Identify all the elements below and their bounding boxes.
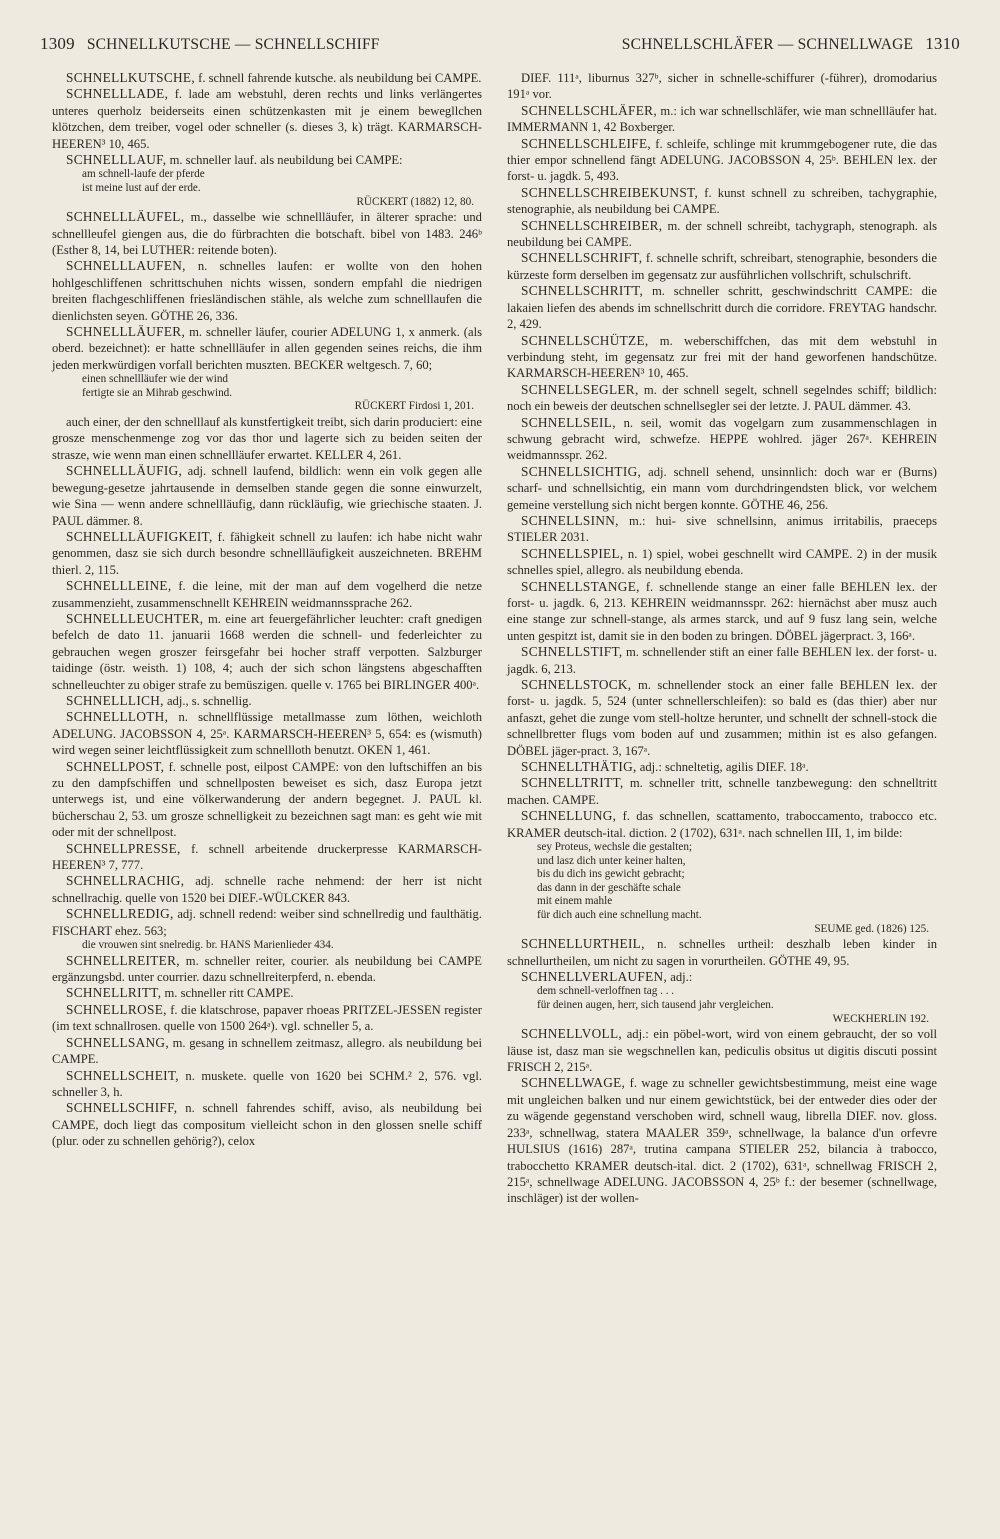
dictionary-entry	[507, 936, 937, 969]
dictionary-entry	[507, 185, 937, 218]
dictionary-entry	[507, 464, 937, 513]
quotation-source: WECKHERLIN 192.	[832, 1012, 929, 1025]
dictionary-entry	[507, 333, 937, 382]
entry-definition: f. schnellende stange an einer falle BEHLEN lex. der forst- u. jagdk. 6, 213. KEHREIN weidmannsspr. 262: hiernächst aber musz auch eine stange zur schnell-stange, als armes starck, und auf 9 fusz lang sein, welche unten gespitzt ist, damit sie in den boden zu bringen. DÖBEL jägerpract. 3, 166ᵃ.	[507, 579, 938, 643]
dictionary-entry	[507, 759, 937, 775]
verse-quotation	[537, 985, 937, 1026]
entry-headword: SCHNELLSCHÜTZE,	[521, 332, 649, 348]
entry-definition: f. kunst schnell zu schreiben, tachygraphie, stenographie, als neubildung bei CAMPE.	[507, 185, 937, 217]
entry-definition: adj.:	[670, 970, 693, 985]
dictionary-entry	[507, 415, 937, 464]
entry-headword: SCHNELLVOLL,	[521, 1026, 622, 1042]
dictionary-entry	[507, 808, 937, 841]
entry-definition: m. schneller reiter, courier. als neubildung bei CAMPE ergänzungsbd. unter courrier. dazu schnellreiterpferd, n. ebenda.	[52, 953, 482, 985]
dictionary-entry	[52, 578, 482, 611]
entry-headword: SCHNELLSINN,	[521, 512, 619, 528]
entry-definition: m.: hui- sive schnellsinn, animus irritabilis, praeceps STIELER 2031.	[507, 513, 937, 545]
entry-headword: SCHNELLWAGE,	[521, 1075, 626, 1091]
entry-headword: SCHNELLUNG,	[521, 808, 617, 824]
entry-definition: n. schnelles urtheil: deszhalb leben kinder in schnellurtheilen, um nicht zu sagen in vorurtheilen. GÖTHE 49, 95.	[507, 937, 937, 968]
entry-headword: SCHNELLLÄUFIGKEIT,	[66, 528, 213, 544]
dictionary-entry	[52, 985, 482, 1001]
entry-definition: f. schnelle post, eilpost CAMPE: von den luftschiffen an bis zu den dampfschiffen und schnellposten beweiset es sich, dasz Europa jetzt unterwegs ist, und eine völkerwanderung der andern begegnet. J. PAUL kl. bücherschau 2, 53. um grosze schnelligkeit zu bezeichnen sagt man: es geht wie mit oder mit der schnellpost.	[52, 759, 483, 840]
entry-headword: SCHNELLLADE,	[66, 86, 169, 102]
entry-definition: n. seil, womit das vogelgarn zum zusammenschlagen in schwung gebracht wird, schwefze. HEPPE wohlred. jäger 267ᵃ. KEHREIN weidmannsspr. 262.	[507, 415, 937, 463]
entry-definition: m. schnellender stift an einer falle BEHLEN lex. der forst- u. jagdk. 6, 213.	[507, 645, 938, 676]
entry-headword: SCHNELLPOST,	[66, 758, 165, 774]
dictionary-entry	[507, 250, 937, 283]
verse-line: am schnell-laufe der pferde	[82, 168, 205, 181]
entry-definition: f. das schnellen, scattamento, traboccamento, trabocco etc. KRAMER deutsch-ital. diction. 2 (1702), 631ᵃ. nach schnellen III, 1, im bilde:	[507, 809, 937, 840]
verse-line: mit einem mahle	[537, 895, 613, 908]
entry-headword: SCHNELLLICH,	[66, 692, 164, 708]
entry-definition: f. schnelle schrift, schreibart, stenographie, besonders die kürzeste form derselben im gegensatz zur ausführlichen vollschrift, schulschrift.	[507, 251, 937, 282]
entry-headword: SCHNELLSCHREIBER,	[521, 217, 663, 233]
right-page-number: 1310	[925, 34, 960, 53]
dictionary-entry	[507, 70, 937, 103]
entry-definition: m. schneller ritt CAMPE.	[164, 986, 294, 1001]
entry-definition: adj., s. schnellig.	[166, 693, 252, 708]
entry-definition: n. schnellflüssige metallmasse zum löthen, weichloth ADELUNG. JACOBSSON 4, 25ᵃ. KARMARSCH-HEEREN³ 5, 654: es (wismuth) wird wegen seiner leichtflüssigkeit zum schnellloth benutzt. OKEN 1, 461.	[52, 710, 482, 758]
entry-definition: m.: ich war schnellschläfer, wie man schnellläufer hat. IMMERMANN 1, 42 Boxberger.	[507, 103, 937, 135]
verse-quotation	[82, 168, 482, 209]
dictionary-entry	[52, 1002, 482, 1035]
entry-definition: n. schnelles laufen: er wollte von den hohen hohlgeschliffenen schrittschuhen nichts wissen, sondern empfahl die niedrigen breiten flachgeschliffenen friesländischen stähle, als welche zum schnelllaufen die dienlichsten seyen. GÖTHE 26, 336.	[52, 259, 482, 323]
entry-definition: f. fähigkeit schnell zu laufen: ich habe nicht wahr genommen, dasz sie sich durch besondre schnellläufigkeit auszeichneten. BREHM thierl. 2, 115.	[52, 529, 482, 577]
entry-headword: SCHNELLKUTSCHE,	[66, 70, 195, 85]
dictionary-entry	[507, 1026, 937, 1075]
dictionary-entry	[52, 1035, 482, 1068]
dictionary-entry	[52, 152, 482, 168]
dictionary-entry	[52, 529, 482, 578]
right-column	[507, 70, 937, 1207]
dictionary-entry	[507, 775, 937, 808]
entry-headword: SCHNELLSTOCK,	[521, 677, 632, 693]
verse-line: dem schnell-verloffnen tag . . .	[537, 985, 675, 998]
entry-definition: auch einer, der den schnelllauf als kunstfertigkeit treibt, sich darin produciert: eine grosze menschenmenge zog vor das thor und lagerte sich zu beiden seiten der strasze, wie wenn man einen schnellläufer erwartet. KELLER 4, 261.	[52, 415, 482, 462]
entry-headword: SCHNELLSICHTIG,	[521, 463, 642, 479]
dictionary-entry	[507, 283, 937, 332]
dictionary-entry	[52, 258, 482, 324]
entry-definition: m., dasselbe wie schnellläufer, in älterer sprache: und schnellleufel giengen aus, die do fürbrachten die botschaft. bibel von 1483. 246ᵇ (Esther 8, 14, bei LUTHER: reitende boten).	[52, 210, 482, 258]
dictionary-entry	[52, 1068, 482, 1101]
entry-definition: DIEF. 111ᵃ, liburnus 327ᵇ, sicher in schnelle-schiffurer (-führer), dromodarius 191ᵃ vor.	[507, 71, 937, 102]
quotation-source: RÜCKERT Firdosi 1, 201.	[354, 400, 474, 413]
entry-definition: adj.: ein pöbel-wort, wird von einem gebraucht, der so voll läuse ist, dasz man sie wegschnellen kan, pediculis obsitus ut digitis discuti possint FRISCH 2, 215ᵃ.	[507, 1027, 938, 1075]
entry-definition: m. schneller lauf. als neubildung bei CAMPE:	[169, 153, 403, 168]
entry-headword: SCHNELLSCHRITT,	[521, 283, 644, 299]
verse-quotation	[82, 939, 482, 953]
entry-headword: SCHNELLSCHEIT,	[66, 1067, 179, 1083]
verse-quotation	[82, 373, 482, 414]
entry-definition: m. schnellender stock an einer falle BEHLEN lex. der forst- u. jagdk. 5, 524 (unter schnellerschleifen): so bald es (das thier) aber nur anfaszt, gehet die zunge vom stell-holtze herunter, und schnellt der schnell-stock die schnellbretter flugs vom boden auf und zusammen; mithin ist es also gefangen. DÖBEL jäger-pract. 3, 167ᵃ.	[507, 678, 937, 758]
right-running-title: SCHNELLSCHLÄFER — SCHNELLWAGE	[621, 36, 914, 53]
entry-headword: SCHNELLREITER,	[66, 952, 180, 968]
entry-headword: SCHNELLURTHEIL,	[521, 936, 645, 952]
dictionary-entry	[507, 677, 937, 759]
verse-line: das dann in der geschäfte schale	[537, 881, 681, 894]
entry-headword: SCHNELLSTANGE,	[521, 578, 640, 594]
dictionary-entry	[52, 70, 482, 86]
entry-headword: SCHNELLLAUF,	[66, 152, 167, 168]
verse-quotation	[537, 841, 937, 936]
entry-headword: SCHNELLSPIEL,	[521, 545, 624, 561]
entry-definition: adj. schnelle rache nehmend: der herr ist nicht schnellrachig. quelle von 1520 bei DIEF.-WÜLCKER 843.	[52, 874, 482, 905]
verse-line: sey Proteus, wechsle die gestalten;	[537, 841, 693, 854]
dictionary-entry	[507, 546, 937, 579]
left-column	[52, 70, 482, 1150]
entry-definition: f. lade am webstuhl, deren rechts und links verlängertes unteres querholz beiderseits einen schützenkasten mit je einem bewegllchen klötzchen, dem treiber, vogel oder schneller (s. dieses 3, k) trägt. KARMARSCH-HEEREN³ 10, 465.	[52, 87, 482, 151]
verse-line: für dich auch eine schnellung macht.	[537, 909, 702, 922]
entry-definition: m. weberschiffchen, das mit dem webstuhl in verbindung steht, im gegensatz zur frei mit der hand geworfenen handschütze. KARMARSCH-HEEREN³ 10, 465.	[507, 333, 937, 381]
entry-headword: SCHNELLSANG,	[66, 1034, 169, 1050]
entry-headword: SCHNELLTRITT,	[521, 775, 624, 791]
dictionary-entry	[52, 209, 482, 258]
entry-definition: n. 1) spiel, wobei geschnellt wird CAMPE. 2) in der musik schnelles spiel, allegro. als neubildung ebenda.	[507, 546, 938, 578]
entry-definition: f. schleife, schlinge mit krummgebogener rute, die das thier empor schnellend fängt ADELUNG. JACOBSSON 4, 25ᵇ. BEHLEN lex. der forst- u. jagdk. 5, 493.	[507, 136, 937, 184]
entry-headword: SCHNELLRITT,	[66, 985, 162, 1001]
verse-line: einen schnellläufer wie der wind	[82, 373, 229, 386]
running-header	[40, 34, 960, 64]
quotation-source: SEUME ged. (1826) 125.	[814, 922, 929, 935]
verse-line: für deinen augen, herr, sich tausend jahr vergleichen.	[537, 999, 774, 1012]
entry-definition: f. wage zu schneller gewichtsbestimmung, meist eine wage mit ungleichen balken und nur einem gewichtstück, bei der entweder dies oder der zu wägende gegenstand verschoben wird, schnell waug, librella DIEF. nov. gloss. 233ᵃ, schnellwag, statera MAALER 359ᵃ, schnellwage, la balance d'un orfevre HULSIUS (1616) 287ᵃ, trutina campana STIELER 252, bilancia à trabocco, trabocchetto KRAMER deutsch-ital. dict. 2 (1702), 631ᵃ, schnellwag FRISCH 2, 215ᵃ, schnellwage ADELUNG. JACOBSSON 4, 25ᵇ f.: der besemer (schnellwage, inschläger) ist der wollen-	[507, 1076, 937, 1206]
entry-headword: SCHNELLLÄUFIG,	[66, 463, 183, 479]
entry-headword: SCHNELLSEIL,	[521, 414, 616, 430]
dictionary-entry	[507, 103, 937, 136]
entry-definition: m. schneller läufer, courier ADELUNG 1, x anmerk. (als oberd. bezeichnet): er hatte schnellläufer in allen gegenden seines reichs, die ihm jeden merkwürdigen vorfall berichten muszten. BECKER weltgesch. 7, 60;	[52, 325, 482, 372]
dictionary-entry	[52, 324, 482, 373]
entry-headword: SCHNELLLEUCHTER,	[66, 610, 204, 626]
entry-headword: SCHNELLSCHIFF,	[66, 1100, 178, 1116]
dictionary-entry	[52, 953, 482, 986]
dictionary-entry	[52, 414, 482, 463]
entry-definition: n. muskete. quelle von 1620 bei SCHM.² 2, 576. vgl. schneller 3, h.	[52, 1068, 482, 1099]
dictionary-entry	[507, 136, 937, 185]
dictionary-entry	[507, 644, 937, 677]
dictionary-entry	[507, 1075, 937, 1206]
dictionary-entry	[52, 86, 482, 152]
dictionary-entry	[52, 873, 482, 906]
entry-definition: adj. schnell redend: weiber sind schnellredig und faulthätig. FISCHART ehez. 563;	[52, 907, 482, 938]
entry-definition: adj. schnell sehend, unsinnlich: doch war er (Burns) scharf- und schnellsichtig, ein mann vom durchdringendsten blick, vor welchem gemeine verstellung sich nicht bergen konnte. GÖTHE 46, 256.	[507, 464, 937, 512]
dictionary-entry	[52, 611, 482, 693]
dictionary-entry	[52, 693, 482, 709]
entry-headword: SCHNELLROSE,	[66, 1001, 167, 1017]
entry-headword: SCHNELLSCHLÄFER,	[521, 102, 657, 118]
entry-headword: SCHNELLREDIG,	[66, 906, 174, 922]
entry-headword: SCHNELLSTIFT,	[521, 644, 623, 660]
entry-definition: m. der schnell schreibt, tachygraph, stenograph. als neubildung bei CAMPE.	[507, 218, 937, 250]
entry-definition: m. schneller tritt, schnelle tanzbewegung: den schnelltritt machen. CAMPE.	[507, 776, 937, 807]
dictionary-entry	[507, 218, 937, 251]
left-running-title: SCHNELLKUTSCHE — SCHNELLSCHIFF	[86, 36, 380, 53]
entry-headword: SCHNELLSCHRIFT,	[521, 250, 643, 266]
entry-headword: SCHNELLLÄUFEL,	[66, 209, 185, 225]
entry-headword: SCHNELLPRESSE,	[66, 840, 181, 856]
dictionary-entry	[52, 906, 482, 939]
entry-headword: SCHNELLLOTH,	[66, 709, 169, 725]
dictionary-entry	[52, 759, 482, 841]
entry-definition: m. gesang in schnellem zeitmasz, allegro. als neubildung bei CAMPE.	[52, 1035, 482, 1067]
verse-line: und lasz dich unter keiner halten,	[537, 854, 686, 867]
entry-definition: m. schneller schritt, geschwindschritt CAMPE: die lakaien liefen des abends im schnellschritt durch die corridore. FREYTAG handschr. 2, 429.	[507, 284, 937, 332]
dictionary-entry	[52, 1100, 482, 1149]
entry-headword: SCHNELLSCHREIBEKUNST,	[521, 184, 699, 200]
entry-definition: f. schnell fahrende kutsche. als neubildung bei CAMPE.	[198, 71, 482, 85]
entry-definition: f. die klatschrose, papaver rhoeas PRITZEL-JESSEN register (im text schnallrosen. quelle von 1500 264ᵃ). vgl. schneller 5, a.	[52, 1002, 482, 1034]
entry-headword: SCHNELLSCHLEIFE,	[521, 135, 652, 151]
dictionary-entry	[507, 969, 937, 985]
entry-headword: SCHNELLRACHIG,	[66, 873, 185, 889]
entry-headword: SCHNELLLEINE,	[66, 578, 172, 594]
entry-definition: m. eine art feuergefährlicher leuchter: craft gnedigen befelch de dato 11. januarii 1668 werden die schnell- und federleichter zu gebrauchen wegen groszer feirsgefahr bei hocher straff verpotten. Salzburger taidinge (östr. weisth. 1) 108, 4; auch der sich schon längstens abgeschafften schnelleuchter zu obiger strafe zu bemüszigen. quelle v. 1765 bei BIRLINGER 400ᵃ.	[52, 611, 483, 692]
dictionary-entry	[507, 579, 937, 645]
entry-definition: f. die leine, mit der man auf dem vogelherd die netze zusammenzieht, zusammenschnellt KEHREIN weidmannssprache 262.	[52, 579, 482, 610]
entry-definition: adj.: schneltetig, agilis DIEF. 18ᵃ.	[639, 760, 809, 775]
left-page-number: 1309	[40, 34, 75, 53]
entry-definition: f. schnell arbeitende druckerpresse KARMARSCH-HEEREN³ 7, 777.	[52, 841, 482, 873]
entry-headword: SCHNELLLAUFEN,	[66, 258, 186, 274]
entry-definition: m. der schnell segelt, schnell segelndes schiff; bildlich: noch ein beweis der deutschen schnellsegler sei der letzte. J. PAUL dämmer. 43.	[507, 382, 937, 414]
dictionary-entry	[507, 513, 937, 546]
dictionary-entry	[52, 463, 482, 529]
header-titles	[75, 36, 925, 54]
dictionary-entry	[507, 382, 937, 415]
entry-headword: SCHNELLVERLAUFEN,	[521, 969, 668, 985]
dictionary-entry	[52, 841, 482, 874]
entry-definition: n. schnell fahrendes schiff, aviso, als neubildung bei CAMPE, doch liegt das compositum vielleicht schon in den glossen snelle schiff (plur. oder zu schnellen gehörig?), celox	[52, 1101, 482, 1149]
entry-headword: SCHNELLLÄUFER,	[66, 324, 186, 340]
dictionary-entry	[52, 709, 482, 758]
entry-headword: SCHNELLSEGLER,	[521, 381, 639, 397]
quotation-source: RÜCKERT (1882) 12, 80.	[356, 195, 474, 208]
entry-headword: SCHNELLTHÄTIG,	[521, 759, 637, 775]
entry-definition: adj. schnell laufend, bildlich: wenn ein volk gegen alle bewegung-gesetze jahrtausende in demselben stande gegen die sonne einwurzelt, wie Sina — wenn andere schnellläufig, dann rückläufig, wie griechische staaten. J. PAUL dämmer. 8.	[52, 464, 482, 528]
verse-line: bis du dich ins gewicht gebracht;	[537, 868, 685, 881]
verse-line: die vrouwen sint snelredig. br. HANS Marienlieder 434.	[82, 939, 334, 952]
verse-line: ist meine lust auf der erde.	[82, 182, 201, 195]
verse-line: fertigte sie an Mihrab geschwind.	[82, 386, 233, 399]
